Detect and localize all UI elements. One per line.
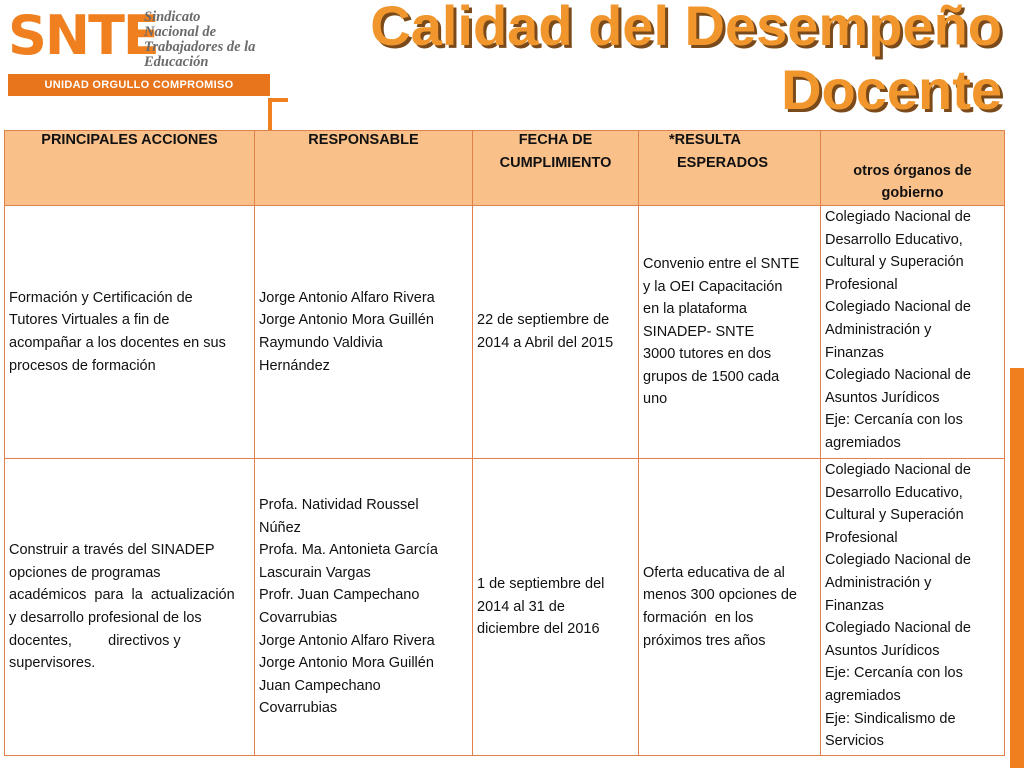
actions-table: [4, 130, 1005, 756]
table-row: [5, 459, 1005, 756]
page-title: [370, 0, 1002, 122]
logo-name-line: Nacional de: [144, 24, 217, 40]
page-title-line: Docente: [781, 58, 1002, 121]
cell-otros-organos: Colegiado Nacional de Desarrollo Educativo, Cultural y Superación Profesional Colegiado Nacional de Administración y Finanzas Colegiado Nacional de Asuntos Jurídicos Eje: Cercanía con los agremiados Eje: Sindicalismo de Servicios: [821, 459, 1005, 756]
header-responsable: RESPONSABLE: [255, 131, 473, 206]
logo-name-line: Educación: [144, 54, 209, 70]
page-title-line: Calidad del Desempeño: [370, 0, 1002, 57]
cell-accion: Construir a través del SINADEP opciones de programas académicos para la actualización y desarrollo profesional de los docentes, directivos y supervisores.: [5, 459, 255, 756]
decorative-line: [268, 98, 288, 102]
table-header-row: [5, 131, 1005, 206]
cell-otros-organos: Colegiado Nacional de Desarrollo Educativo, Cultural y Superación Profesional Colegiado Nacional de Administración y Finanzas Colegiado Nacional de Asuntos Jurídicos Eje: Cercanía con los agremiados: [821, 206, 1005, 459]
header-resultados: *RESULTA ESPERADOS: [639, 131, 821, 206]
cell-resultados: Convenio entre el SNTE y la OEI Capacitación en la plataforma SINADEP- SNTE 3000 tutores en dos grupos de 1500 cada uno: [639, 206, 821, 459]
header-fecha: FECHA DE CUMPLIMIENTO: [473, 131, 639, 206]
cell-fecha: 22 de septiembre de 2014 a Abril del 2015: [473, 206, 639, 459]
cell-fecha: 1 de septiembre del 2014 al 31 de diciembre del 2016: [473, 459, 639, 756]
decorative-line: [268, 98, 272, 132]
cell-accion: Formación y Certificación de Tutores Virtuales a fin de acompañar a los docentes en sus procesos de formación: [5, 206, 255, 459]
decorative-accent-bar: [1010, 368, 1024, 768]
logo-name: [144, 10, 255, 70]
logo-name-line: Sindicato: [144, 9, 201, 25]
logo-brand: SNTE: [8, 4, 158, 67]
cell-responsable: Profa. Natividad Roussel Núñez Profa. Ma. Antonieta García Lascurain Vargas Profr. Juan Campechano Covarrubias Jorge Antonio Alfaro Rivera Jorge Antonio Mora Guillén Juan Campechano Covarrubias: [255, 459, 473, 756]
cell-resultados: Oferta educativa de al menos 300 opciones de formación en los próximos tres años: [639, 459, 821, 756]
table-row: [5, 206, 1005, 459]
cell-responsable: Jorge Antonio Alfaro Rivera Jorge Antonio Mora Guillén Raymundo Valdivia Hernández: [255, 206, 473, 459]
header-otros-organos: otros órganos de gobierno: [821, 131, 1005, 206]
snte-logo: [6, 6, 274, 98]
header-acciones: PRINCIPALES ACCIONES: [5, 131, 255, 206]
logo-tagline: UNIDAD ORGULLO COMPROMISO: [8, 74, 270, 96]
logo-name-line: Trabajadores de la: [144, 39, 256, 55]
